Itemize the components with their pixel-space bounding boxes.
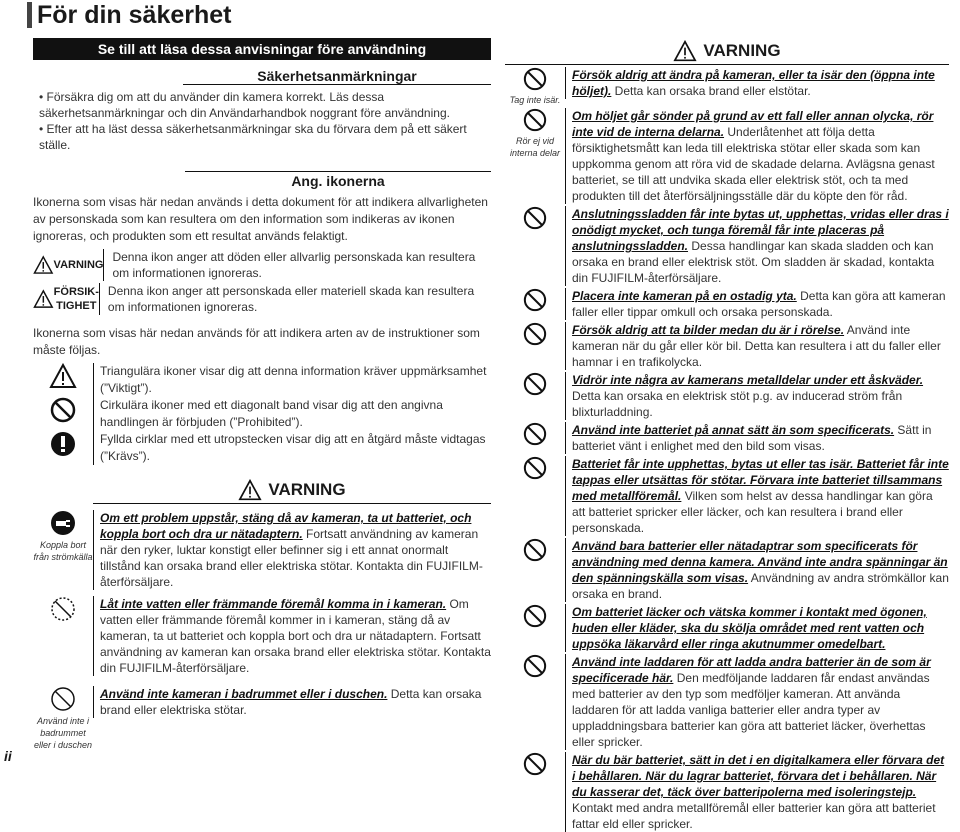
item-text: Kontakt med andra metallföremål eller batterier kan göra att batteriet fattar eld eller spricker. [572,801,936,831]
prohibited-icon [523,654,547,678]
item-text: Dessa handlingar kan skada sladden och kan orsaka en brand eller elektrisk stöt. Om sladden är skadad, kontakta din FUJIFILM-återförsäljare. [572,239,935,285]
bullet-item: • Försäkra dig om att du använder din kamera korrekt. Läs dessa säkerhetsanmärkningar och din Användarhandbok noggrant före användning. [39,89,487,121]
side-caption: Använd inte i badrummet eller i duschen [33,716,93,750]
item-body [93,686,491,718]
warning-item [505,422,949,454]
item-text: Vilken som helst av dessa handlingar kan göra att batteriet spricker eller läcker, och kan resultera i brand eller personskada. [572,489,933,535]
title-accent-bar [27,2,32,28]
kinds-intro: Ikonerna som visas här nedan används för att indikera arten av de instruktioner som måste följas. [33,326,480,357]
item-bold: Använd inte laddaren för att ladda andra batterier än de som är specificerade här. [572,655,931,685]
icons-heading: Ang. ikonerna [185,171,491,190]
level-desc: Denna ikon anger att personskada eller materiell skada kan resultera om informationen ignoreras. [99,283,491,315]
prohibited-icon [523,372,547,396]
item-text: Detta kan orsaka en elektrisk stöt p.g. av inducerad ström från blixturladdning. [572,389,903,419]
warning-item [33,596,491,676]
item-body [565,372,949,420]
level-caution-row [33,283,491,315]
item-bold: Använd inte batteriet på annat sätt än som specificerats. [572,423,895,437]
caution-triangle-icon [33,286,54,312]
level-label: FÖRSIK-TIGHET [53,286,99,312]
left-warning-heading [93,477,491,504]
prohibited-icon [523,456,547,480]
item-bold: Om batteriet läcker och vätska kommer i kontakt med ögonen, huden eller kläder, ska du skölja området med rent vatten och uppsöka läkarvård eller ringa akutnummer omedelbart. [572,605,927,651]
warning-item [505,67,949,106]
item-bold: Låt inte vatten eller främmande föremål komma in i kameran. [100,597,447,611]
item-text: Underlåtenhet att följa detta försiktighetsmått kan leda till elektriska stötar eller skada som kan uppkomma genom att röra vid de skadade delarna. Avlägsna genast batteriet, se till att undvika skada eller elektrisk stöt, och ta med produkten till det återförsäljningsställe där du köpte den för råd. [572,125,935,203]
disassembly-prohibited-icon [523,67,547,91]
right-items [505,67,949,832]
kind-desc: Triangulära ikoner visar dig att denna information kräver uppmärksamhet (”Viktigt”). [93,363,491,397]
prohibited-icon [523,538,547,562]
item-side [33,510,93,563]
item-side [505,372,565,399]
warning-item [505,456,949,536]
attention-triangle-icon [49,363,77,389]
warning-item [505,538,949,602]
warning-item [33,686,491,751]
warning-triangle-icon [33,252,54,278]
prohibited-icon [50,397,76,423]
icons-intro: Ikonerna som visas här nedan används i detta dokument för att indikera allvarligheten av personskada som kan resultera om den information som indikeras av ikonen ignoreras, och produkten som ett resultat används felaktigt. [33,195,488,243]
item-side [505,422,565,449]
item-body [565,108,949,204]
left-column [33,38,491,751]
kind-row [33,397,491,431]
side-caption: Tag inte isär. [509,95,561,105]
item-text: Den medföljande laddaren får endast användas med batterier av den typ som medföljer kameran. Att använda laddaren för att ladda vanliga batterier eller andra typer av uppladdningsbara batterier kan göra att batteriet läcker, överhettas eller spricker. [572,671,930,749]
water-prohibited-icon [50,596,76,622]
item-side [505,604,565,631]
item-text: Detta kan orsaka brand eller elektriska stötar. [100,687,482,717]
level-label: VARNING [53,259,104,271]
item-body [93,596,491,676]
item-bold: Batteriet får inte upphettas, bytas ut eller tas isär. Batteriet får inte tappas eller utsättas för stötar. Förvara inte batteriet tillsammans med metallföremål. [572,457,949,503]
item-side [505,67,565,106]
warning-item [505,206,949,286]
item-body [565,206,949,286]
item-bold: Vidrör inte några av kamerans metalldelar under ett åskväder. [572,373,924,387]
item-bold: Försök aldrig att ta bilder medan du är i rörelse. [572,323,845,337]
item-text: Sätt in batteriet vänt i enlighet med den bild som visas. [572,423,932,453]
warning-item [505,752,949,832]
kind-desc: Fyllda cirklar med ett utropstecken visar dig att en åtgärd måste vidtagas (”Krävs”). [93,431,491,465]
prohibited-icon [523,422,547,446]
item-bold: Använd bara batterier eller nätadaptrar som specificerats för användning med denna kamera. Använd inte andra spänningar än den spänningskälla som visas. [572,539,948,585]
item-body [565,654,949,750]
item-text: Använd inte kameran när du går eller kör bil. Detta kan resultera i att du faller eller hamnar i en trafikolycka. [572,323,941,369]
item-side [505,206,565,233]
right-warning-heading [505,38,949,65]
warning-item [505,322,949,370]
item-side [505,322,565,349]
item-side [33,596,93,625]
item-side [505,108,565,159]
warning-label: VARNING [703,41,781,60]
item-text: Om vatten eller främmande föremål kommer in i kameran, stäng då av kameran, ta ut batteriet och koppla bort och dra ur nätadaptern. Fortsatt användning av kameran kan orsaka brand eller elektriska stötar. Kontakta din FUJIFILM-återförsäljare. [100,597,491,675]
unplug-required-icon [50,510,76,536]
kind-row [33,363,491,397]
item-bold: Anslutningssladden får inte bytas ut, upphettas, vridas eller dras i onödigt mycket, och tunga föremål får inte placeras på anslutningssladden. [572,207,949,253]
warning-label: VARNING [268,480,346,499]
warning-item [505,372,949,420]
warning-item [505,108,949,204]
bullet-item: • Efter att ha läst dessa säkerhetsanmärkningar ska du förvara dem på ett säkert ställe. [39,121,487,153]
prohibited-icon [523,752,547,776]
item-side [505,654,565,681]
safety-notes-heading: Säkerhetsanmärkningar [183,68,491,85]
warning-item [505,654,949,750]
prohibited-icon [523,206,547,230]
item-body [565,456,949,536]
kind-desc: Cirkulära ikoner med ett diagonalt band visar dig att den angivna handlingen är förbjuden (”Prohibited”). [93,397,491,431]
item-bold: Om höljet går sönder på grund av ett fall eller annan olycka, rör inte vid de interna delarna. [572,109,934,139]
item-body [565,604,949,652]
item-text: Fortsatt användning av kameran när den ryker, luktar konstigt eller befinner sig i ett annat onormalt tillstånd kan orsaka brand eller elektriska stötar. Kontakta din FUJIFILM-återförsäljare. [100,527,483,589]
item-bold: Försök aldrig att ändra på kameran, eller ta isär den (öppna inte höljet). [572,68,935,98]
item-text: Användning av andra strömkällor kan orsaka en brand. [572,571,949,601]
side-caption: Koppla bort från strömkälla [33,540,93,562]
read-first-banner: Se till att läsa dessa anvisningar före användning [33,38,491,60]
page-title: För din säkerhet [37,1,232,29]
item-side [505,538,565,565]
level-desc: Denna ikon anger att döden eller allvarlig personskada kan resultera om informationen ignoreras. [103,249,491,281]
item-body [565,288,949,320]
prohibited-icon [523,288,547,312]
warning-item [505,604,949,652]
item-body [565,422,949,454]
required-icon [50,431,76,457]
warning-item [505,288,949,320]
item-side [33,686,93,751]
item-body [565,538,949,602]
hand-prohibited-icon [523,108,547,132]
page-number: ii [4,748,12,764]
kind-row [33,431,491,465]
side-caption: Rör ej vid interna delar [509,136,561,158]
warning-item [33,510,491,590]
right-column [505,38,949,832]
item-body [93,510,491,590]
item-bold: Använd inte kameran i badrummet eller i duschen. [100,687,388,701]
item-bold: Om ett problem uppstår, stäng då av kameran, ta ut batteriet, och koppla bort och dra ur nätadaptern. [100,511,472,541]
bathroom-prohibited-icon [50,686,76,712]
item-bold: När du bär batteriet, sätt in det i en digitalkamera eller förvara det i behållaren. När du lagrar batteriet, förvara det i behållaren. När du kasserar det, täck över batteripolerna med isoleringstejp. [572,753,945,799]
prohibited-icon [523,322,547,346]
item-side [505,456,565,483]
prohibited-icon [523,604,547,628]
safety-bullets [33,85,491,157]
item-side [505,288,565,315]
item-text: Detta kan orsaka brand eller elstötar. [611,84,811,98]
level-warning-row [33,249,491,281]
warning-triangle-icon [238,479,262,501]
item-body [565,67,949,99]
item-body [565,322,949,370]
item-bold: Placera inte kameran på en ostadig yta. [572,289,797,303]
item-text: Detta kan göra att kameran faller eller tippar omkull och orsaka personskada. [572,289,946,319]
warning-triangle-icon [673,40,697,62]
item-body [565,752,949,832]
